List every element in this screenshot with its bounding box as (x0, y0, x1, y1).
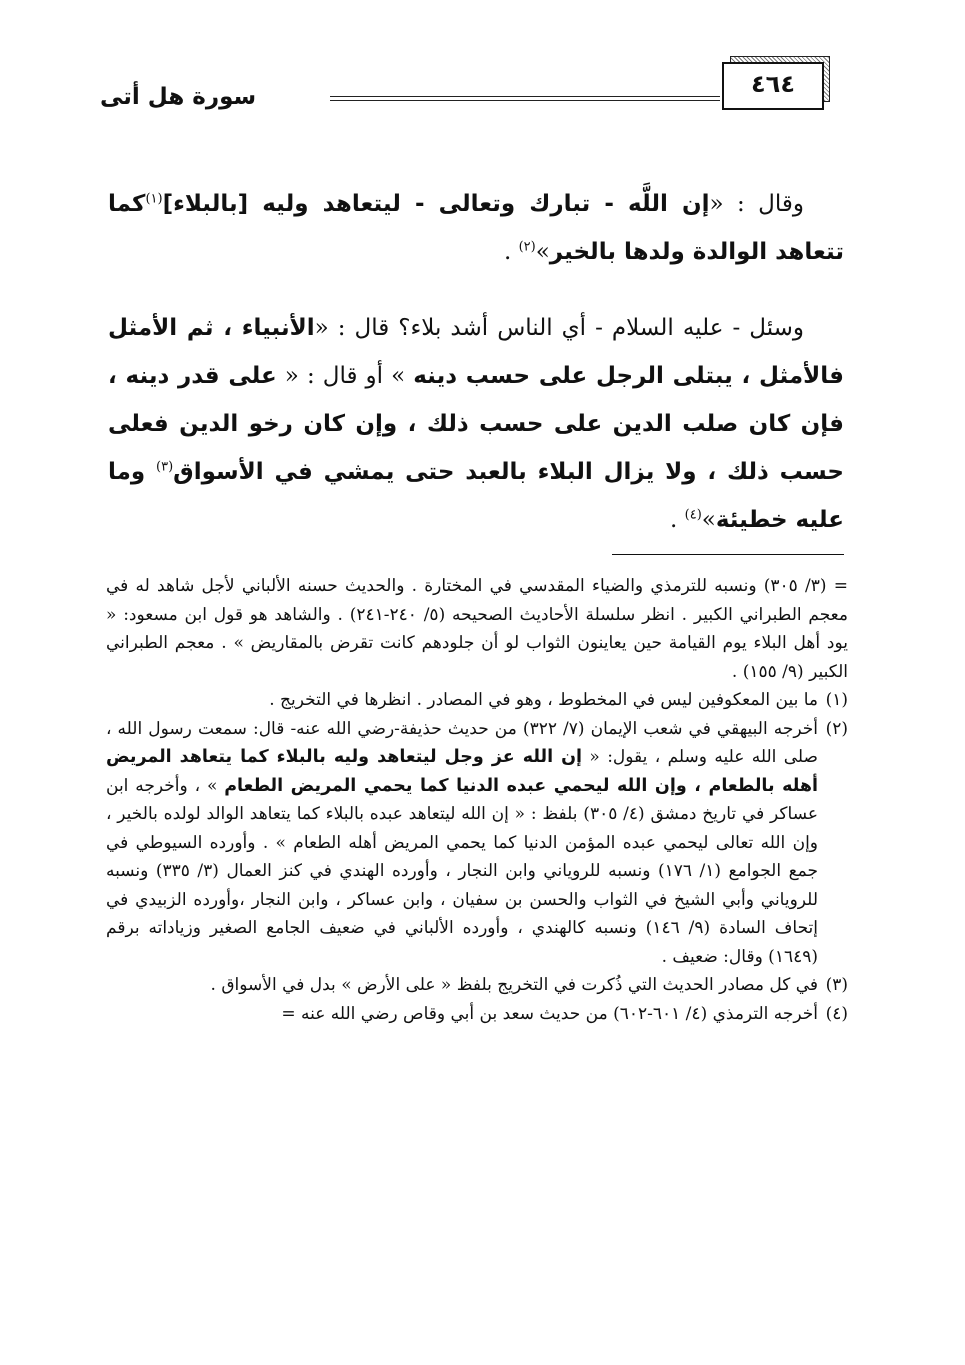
text-run: » (535, 239, 550, 265)
footnote-list (106, 686, 848, 1028)
footnotes (106, 572, 848, 1028)
footnote-reference: (٤) (684, 507, 702, 523)
hadith-quote: إن اللَّه - تبارك وتعالى - ليتعاهد وليه [بالبلاء] (162, 191, 710, 217)
main-paragraph-1 (108, 180, 844, 276)
footnote-text: » ، وأخرجه ابن عساكر في تاريخ دمشق (٤/ ٣٠٥) بلفظ : « إن الله ليتعاهد عبده بالبلاء كما يتعاهد الوالد لولده بالخير ، وإن الله تعالى ليحمي عبده المؤمن الدنيا كما يحمي المريض أهله الطعام » . وأورده السيوطي في جمع الجوامع (١/ ١٧٦) ونسبه للروياني وابن النجار ، وأورده الهندي في كنز العمال (٣/ ٣٣٥) ونسبه للروياني وأبي الشيخ في الثواب والحسن بن سفيان ، وابن عساكر ، وابن النجار ،وأورده الزبيدي في إتحاف السادة (٩/ ١٤٦) ونسبه كالهندي ، وأورده الألباني في ضعيف الجامع الصغير وزياداته برقم (١٦٤٩) وقال: ضعيف . (106, 775, 819, 967)
footnote-text: أخرجه الترمذي (٤/ ٦٠١-٦٠٢) من حديث سعد بن أبي وقاص رضي الله عنه = (281, 1003, 818, 1024)
text-run: » (701, 507, 716, 533)
footnote-text: أخرجه البيهقي في شعب الإيمان (٧/ ٣٢٢) من حديث حذيفة-رضي الله عنه- قال: سمعت رسول الله ، صلى الله عليه وسلم ، يقول: « (106, 718, 819, 767)
hadith-quote: على قدر دينه ، فإن كان صلب الدين على حسب ذلك ، وإن كان رخو الدين فعلى حسب ذلك ، ولا يزال البلاء بالعبد حتى يمشي في الأسواق (108, 363, 844, 485)
text-run: وقال : « (709, 191, 805, 217)
footnote-quote: إن الله عز وجل ليتعاهد وليه بالبلاء كما يتعاهد المريض أهله بالطعام ، وإن الله ليحمي عبده الدنيا كما يحمي المريض الطعام (106, 747, 818, 796)
footnote-text: ما بين المعكوفين ليس في المخطوط ، وهو في المصادر . انظرها في التخريج . (269, 690, 818, 710)
running-title: سورة هل أتى (100, 84, 257, 110)
text-run: . (503, 239, 519, 265)
text-run: وسئل - عليه السلام - أي الناس أشد بلاء؟ قال : « (314, 315, 805, 341)
footnote-reference: (٣) (156, 459, 174, 475)
footnote-number: (٢) (825, 718, 848, 739)
footnote-item (106, 971, 848, 1000)
text-run: . (670, 507, 685, 533)
footnote-number: (٤) (825, 1003, 848, 1024)
main-paragraph-2 (108, 304, 844, 544)
page-number: ٤٦٤ (751, 70, 795, 98)
footnote-number: (١) (825, 690, 848, 710)
footnote-reference: (١) (145, 191, 163, 207)
footnote-item (106, 1000, 848, 1029)
header-rule (330, 96, 720, 97)
footnote-text: في كل مصادر الحديث التي ذُكرت في التخريج بلفظ « على الأرض » بدل في الأسواق . (210, 975, 818, 995)
hadith-quote: وما عليه خطيئة (108, 459, 844, 533)
text-run: » أو قال : « (276, 363, 414, 389)
footnote-separator (612, 554, 844, 555)
header-rule-secondary (330, 100, 720, 101)
hadith-quote: الأنبياء ، ثم الأمثل فالأمثل ، يبتلى الرجل على حسب دينه (108, 315, 844, 389)
footnote-item (106, 715, 848, 972)
hadith-quote: كما تتعاهد الوالدة ولدها بالخير (108, 191, 844, 265)
footnote-continuation: = (٣/ ٣٠٥) ونسبه للترمذي والضياء المقدسي في المختارة . والحديث حسنه الألباني لأجل شاهد له في معجم الطبراني الكبير . انظر سلسلة الأحاديث الصحيحه (٥/ ٢٤٠-٢٤١) . والشاهد هو قول ابن مسعود: « يود أهل البلاء يوم القيامة حين يعاينون الثواب لو أن جلودهم كانت تقرض بالمقاريض » . معجم الطبراني الكبير (٩/ ١٥٥) . (106, 576, 848, 682)
footnote-reference: (٢) (518, 239, 536, 255)
footnote-item (106, 686, 848, 715)
page-number-box (722, 62, 824, 110)
footnote-number: (٣) (825, 975, 848, 995)
